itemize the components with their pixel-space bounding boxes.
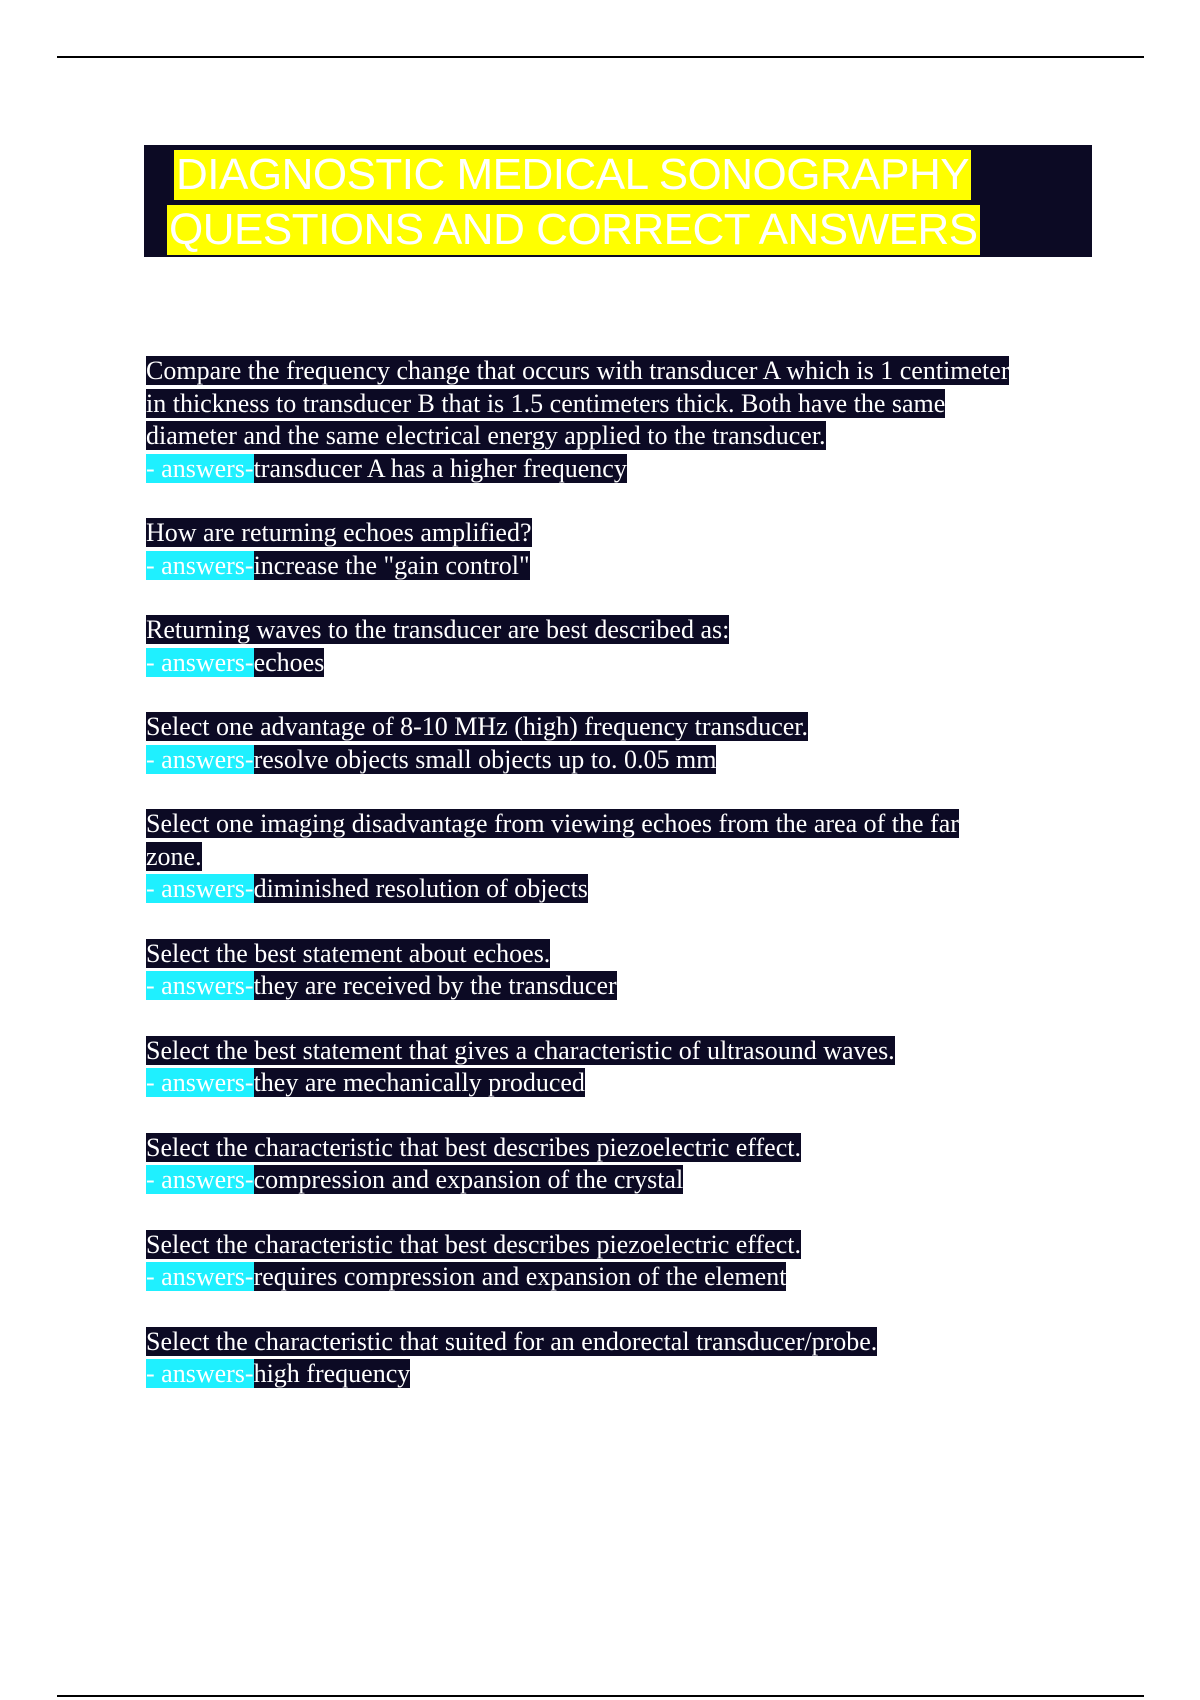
answer-line — [146, 550, 1096, 583]
answer-line — [146, 1358, 1096, 1391]
question-line — [146, 1035, 1096, 1068]
answer-text: requires compression and expansion of the element — [253, 1262, 787, 1291]
question-text: Returning waves to the transducer are best described as: — [146, 615, 730, 644]
question-text: in thickness to transducer B that is 1.5 centimeters thick. Both have the same — [146, 388, 946, 418]
question-line — [146, 1132, 1096, 1165]
answer-line — [146, 873, 1096, 906]
question-line — [146, 388, 1096, 421]
question-line — [146, 420, 1096, 453]
question-line — [146, 355, 1096, 388]
answer-line — [146, 970, 1096, 1003]
answer-text: increase the "gain control" — [253, 550, 530, 580]
answer-line — [146, 1067, 1096, 1100]
answer-label: - answers- — [146, 744, 254, 774]
question-line — [146, 938, 1096, 971]
answer-label: - answers- — [146, 1262, 254, 1291]
qa-item — [146, 614, 1096, 679]
answer-text: compression and expansion of the crystal — [253, 1165, 684, 1194]
question-text: Select one advantage of 8-10 MHz (high) frequency transducer. — [146, 712, 809, 741]
answer-line — [146, 647, 1096, 680]
answer-label: - answers- — [146, 1068, 254, 1097]
question-line — [146, 1326, 1096, 1359]
question-text: Compare the frequency change that occurs with transducer A which is 1 centimeter — [146, 356, 1010, 385]
answer-text: transducer A has a higher frequency — [253, 453, 627, 483]
answer-label: - answers- — [146, 1165, 254, 1194]
answer-text: they are received by the transducer — [253, 971, 617, 1000]
answer-label: - answers- — [146, 647, 254, 677]
answer-label: - answers- — [146, 453, 254, 483]
answer-label: - answers- — [146, 971, 254, 1000]
qa-list — [146, 355, 1096, 1423]
top-rule — [57, 56, 1144, 58]
answer-line — [146, 1261, 1096, 1294]
page-title-line-1: DIAGNOSTIC MEDICAL SONOGRAPHY — [176, 150, 970, 199]
question-text: zone. — [146, 841, 202, 871]
answer-text: resolve objects small objects up to. 0.05 mm — [253, 744, 717, 774]
question-text: Select the best statement about echoes. — [146, 938, 551, 968]
answer-text: high frequency — [253, 1359, 411, 1388]
question-text: diameter and the same electrical energy applied to the transducer. — [146, 421, 826, 450]
answer-label: - answers- — [146, 1359, 254, 1388]
question-line — [146, 1229, 1096, 1262]
qa-item — [146, 355, 1096, 485]
answer-label: - answers- — [146, 550, 254, 580]
qa-item — [146, 711, 1096, 776]
qa-item — [146, 1229, 1096, 1294]
bottom-rule — [57, 1695, 1144, 1697]
answer-label: - answers- — [146, 874, 254, 903]
question-text: Select the characteristic that best describes piezoelectric effect. — [146, 1132, 801, 1162]
question-text: Select one imaging disadvantage from viewing echoes from the area of the far — [146, 809, 959, 838]
question-text: Select the characteristic that suited for an endorectal transducer/probe. — [146, 1326, 878, 1356]
page-title-line-2: QUESTIONS AND CORRECT ANSWERS — [169, 205, 978, 254]
question-text: How are returning echoes amplified? — [146, 518, 532, 547]
answer-line — [146, 453, 1096, 486]
qa-item — [146, 938, 1096, 1003]
answer-line — [146, 744, 1096, 777]
answer-text: diminished resolution of objects — [253, 874, 588, 903]
question-line — [146, 841, 1096, 874]
qa-item — [146, 808, 1096, 906]
answer-text: they are mechanically produced — [253, 1068, 585, 1097]
question-line — [146, 808, 1096, 841]
qa-item — [146, 1035, 1096, 1100]
qa-item — [146, 517, 1096, 582]
question-line — [146, 517, 1096, 550]
qa-item — [146, 1326, 1096, 1391]
question-line — [146, 711, 1096, 744]
question-text: Select the characteristic that best describes piezoelectric effect. — [146, 1229, 801, 1259]
answer-line — [146, 1164, 1096, 1197]
answer-text: echoes — [253, 647, 325, 677]
qa-item — [146, 1132, 1096, 1197]
question-line — [146, 614, 1096, 647]
question-text: Select the best statement that gives a characteristic of ultrasound waves. — [146, 1035, 895, 1065]
